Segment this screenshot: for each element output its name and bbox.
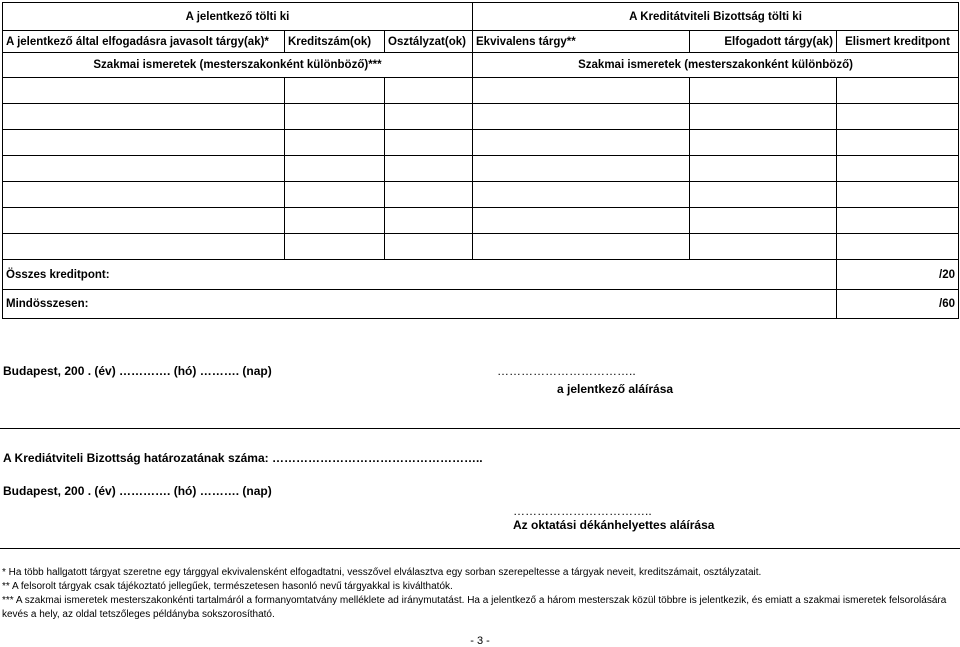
equivalent-cell[interactable] <box>473 182 690 208</box>
entry-row <box>3 182 959 208</box>
credits-cell[interactable] <box>285 234 385 260</box>
footnote: *** A szakmai ismeretek mesterszakonkénti tartalmáról a formanyomtatvány melléklete ad iránymutatást. Ha a jelentkező a három mesterszak közül többre is jelentkezik, és emiatt a szakmai ismeretek felsorolására <box>2 595 947 606</box>
applicant-section-header: A jelentkező tölti ki <box>3 3 473 31</box>
equivalent-cell[interactable] <box>473 130 690 156</box>
recognized-cell[interactable] <box>837 156 959 182</box>
credits-cell[interactable] <box>285 208 385 234</box>
column-header-equivalent: Ekvivalens tárgy** <box>473 31 690 53</box>
equivalent-cell[interactable] <box>473 78 690 104</box>
footnotes <box>2 566 956 622</box>
accepted-cell[interactable] <box>690 234 837 260</box>
applicant-signature-label: a jelentkező aláírása <box>557 382 674 396</box>
credits-cell[interactable] <box>285 156 385 182</box>
grade-cell[interactable] <box>385 78 473 104</box>
recognized-cell[interactable] <box>837 78 959 104</box>
entry-row <box>3 78 959 104</box>
overall-total-value: /60 <box>837 290 959 319</box>
equivalent-cell[interactable] <box>473 104 690 130</box>
dean-signature-label: Az oktatási dékánhelyettes aláírása <box>513 518 715 532</box>
recognized-cell[interactable] <box>837 182 959 208</box>
credits-cell[interactable] <box>285 182 385 208</box>
total-credits-label: Összes kreditpont: <box>3 260 837 290</box>
applicant-date-line: Budapest, 200 . (év) …………. (hó) ………. (nap) <box>3 364 272 378</box>
column-header-grade: Osztályzat(ok) <box>385 31 473 53</box>
group-header-row <box>3 3 959 31</box>
credits-cell[interactable] <box>285 78 385 104</box>
accepted-cell[interactable] <box>690 78 837 104</box>
grade-cell[interactable] <box>385 104 473 130</box>
committee-section-header: A Kreditátviteli Bizottság tölti ki <box>473 3 959 31</box>
subheader-row <box>3 53 959 78</box>
credits-cell[interactable] <box>285 104 385 130</box>
entry-row <box>3 234 959 260</box>
total-credits-value: /20 <box>837 260 959 290</box>
column-header-recognized: Elismert kreditpont <box>837 31 959 53</box>
overall-total-label: Mindösszesen: <box>3 290 837 319</box>
entry-row <box>3 104 959 130</box>
grade-cell[interactable] <box>385 156 473 182</box>
subject-cell[interactable] <box>3 182 285 208</box>
column-header-subject: A jelentkező által elfogadásra javasolt tárgy(ak)* <box>3 31 285 53</box>
applicant-signature-dots: …………………………….. <box>497 364 636 378</box>
footnote: * Ha több hallgatott tárgyat szeretne egy tárggyal ekvivalensként elfogadtatni, vesszővel elválasztva egy sorban szerepeltesse a tárgyak neveit, kreditszámait, osztályzatait. <box>2 567 762 578</box>
column-header-row <box>3 31 959 53</box>
divider-line <box>0 548 960 549</box>
subject-cell[interactable] <box>3 78 285 104</box>
accepted-cell[interactable] <box>690 208 837 234</box>
overall-total-row <box>3 290 959 319</box>
equivalent-cell[interactable] <box>473 208 690 234</box>
credit-transfer-table <box>2 2 959 319</box>
accepted-cell[interactable] <box>690 182 837 208</box>
subject-cell[interactable] <box>3 234 285 260</box>
entry-row <box>3 156 959 182</box>
subject-cell[interactable] <box>3 130 285 156</box>
subject-cell[interactable] <box>3 156 285 182</box>
page-number: - 3 - <box>470 635 490 647</box>
accepted-cell[interactable] <box>690 130 837 156</box>
accepted-cell[interactable] <box>690 156 837 182</box>
credits-cell[interactable] <box>285 130 385 156</box>
grade-cell[interactable] <box>385 130 473 156</box>
grade-cell[interactable] <box>385 234 473 260</box>
total-credits-row <box>3 260 959 290</box>
recognized-cell[interactable] <box>837 104 959 130</box>
divider-line <box>0 428 960 429</box>
subject-cell[interactable] <box>3 208 285 234</box>
subject-cell[interactable] <box>3 104 285 130</box>
entry-row <box>3 208 959 234</box>
equivalent-cell[interactable] <box>473 156 690 182</box>
dean-signature-dots: …………………………….. <box>513 504 652 518</box>
recognized-cell[interactable] <box>837 208 959 234</box>
grade-cell[interactable] <box>385 208 473 234</box>
committee-decision-line: A Krediátviteli Bizottság határozatának száma: …………………………………………….. <box>3 451 483 465</box>
grade-cell[interactable] <box>385 182 473 208</box>
dean-date-line: Budapest, 200 . (év) …………. (hó) ………. (nap) <box>3 484 272 498</box>
column-header-credits: Kreditszám(ok) <box>285 31 385 53</box>
left-subheader: Szakmai ismeretek (mesterszakonként különböző)*** <box>3 53 473 78</box>
column-header-accepted: Elfogadott tárgy(ak) <box>690 31 837 53</box>
right-subheader: Szakmai ismeretek (mesterszakonként különböző) <box>473 53 959 78</box>
entry-row <box>3 130 959 156</box>
equivalent-cell[interactable] <box>473 234 690 260</box>
footnote: ** A felsorolt tárgyak csak tájékoztató jellegűek, természetesen hasonló nevű tárgyakkal is kiválthatók. <box>2 581 453 592</box>
footnote: kevés a hely, az oldal tetszőleges példányba sokszorosítható. <box>2 609 275 620</box>
accepted-cell[interactable] <box>690 104 837 130</box>
recognized-cell[interactable] <box>837 130 959 156</box>
recognized-cell[interactable] <box>837 234 959 260</box>
